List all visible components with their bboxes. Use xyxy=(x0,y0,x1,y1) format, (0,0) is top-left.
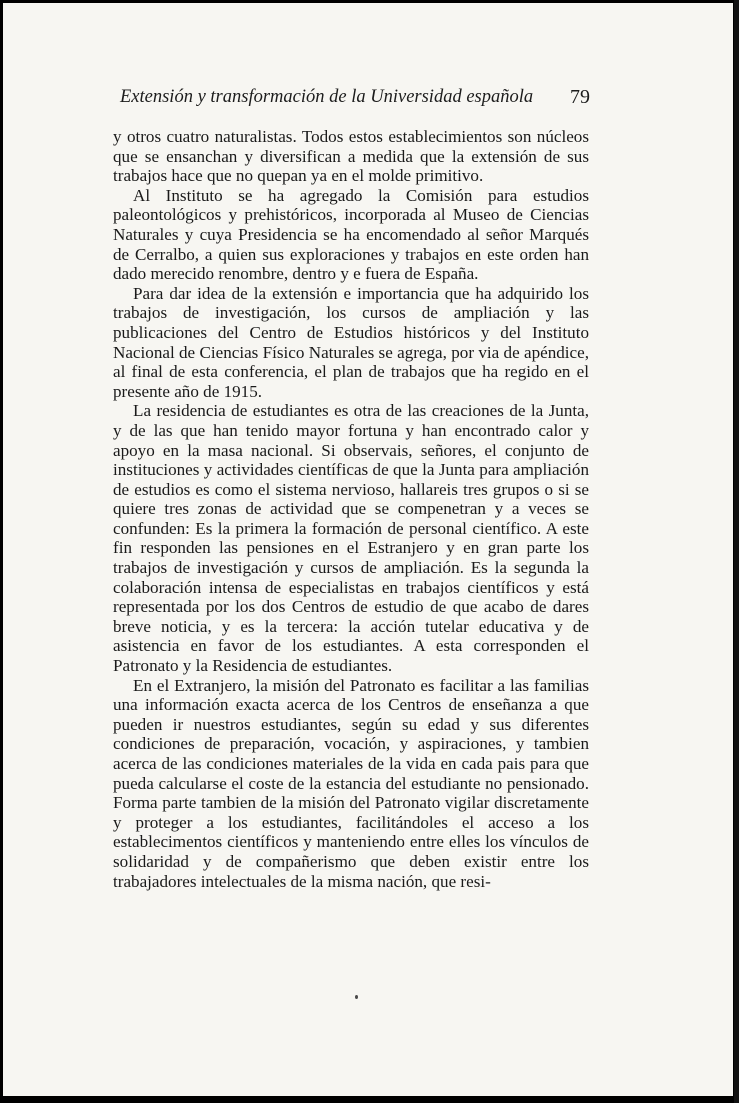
paragraph-1: y otros cuatro naturalistas. Todos estos establecimientos son núcleos que se ensanchan y diversifican a medida que la extensión de sus trabajos hace que no quepan ya en el molde primitivo. xyxy=(113,127,589,186)
body-text xyxy=(113,127,589,891)
page-number: 79 xyxy=(570,86,590,108)
paragraph-2: Al Instituto se ha agregado la Comisión para estudios paleontológicos y prehistóricos, incorporada al Museo de Ciencias Naturales y cuya Presidencia se ha encomendado al señor Marqués de Cerralbo, a quien sus exploraciones y trabajos en este orden han dado merecido renombre, dentro y e fuera de España. xyxy=(113,185,589,284)
scan-border xyxy=(734,0,739,1103)
running-title: Extensión y transformación de la Universidad española xyxy=(120,87,534,107)
page-header xyxy=(120,83,600,111)
paragraph-4: La residencia de estudiantes es otra de las creaciones de la Junta, y de las que han tenido mayor fortuna y han encontrado calor y apoyo en la masa nacional. Si observais, señores, el conjunto de instituciones y actividades científicas de que la Junta para ampliación de estudios es como el sistema nervioso, hallareis tres grupos o si se quiere tres zonas de actividad que se compenetran y a veces se confunden: Es la primera la formación de personal científico. A este fin responden las pensiones en el Estranjero y en gran parte los trabajos de investigación y cursos de ampliación. Es la segunda la colaboración intensa de especialistas en trabajos científicos y está representada por los dos Centros de estudio de que acabo de dares breve noticia, y es la tercera: la acción tutelar educativa y de asistencia en favor de los estudiantes. A esta corresponden el Patronato y la Residencia de estudiantes. xyxy=(113,401,589,676)
paragraph-3: Para dar idea de la extensión e importancia que ha adquirido los trabajos de investigación, los cursos de ampliación y las publicaciones del Centro de Estudios históricos y del Instituto Nacional de Ciencias Físico Naturales se agrega, por via de apéndice, al final de esta conferencia, el plan de trabajos que ha regido en el presente año de 1915. xyxy=(113,283,589,401)
paper-speck xyxy=(355,995,358,999)
book-page xyxy=(3,3,733,1096)
paragraph-5: En el Extranjero, la misión del Patronato es facilitar a las familias una información exacta acerca de los Centros de enseñanza a que pueden ir nuestros estudiantes, según su edad y sus diferentes condiciones de preparación, vocación, y aspiraciones, y tambien acerca de las condiciones materiales de la vida en cada pais para que pueda calcularse el coste de la estancia del estudiante no pensionado. Forma parte tambien de la misión del Patronato vigilar discretamente y proteger a los estudiantes, facilitándoles el acceso a los establecimentos científicos y manteniendo entre elles los vínculos de solidaridad y de compañerismo que deben existir entre los trabajadores intelectuales de la misma nación, que resi- xyxy=(113,675,589,891)
